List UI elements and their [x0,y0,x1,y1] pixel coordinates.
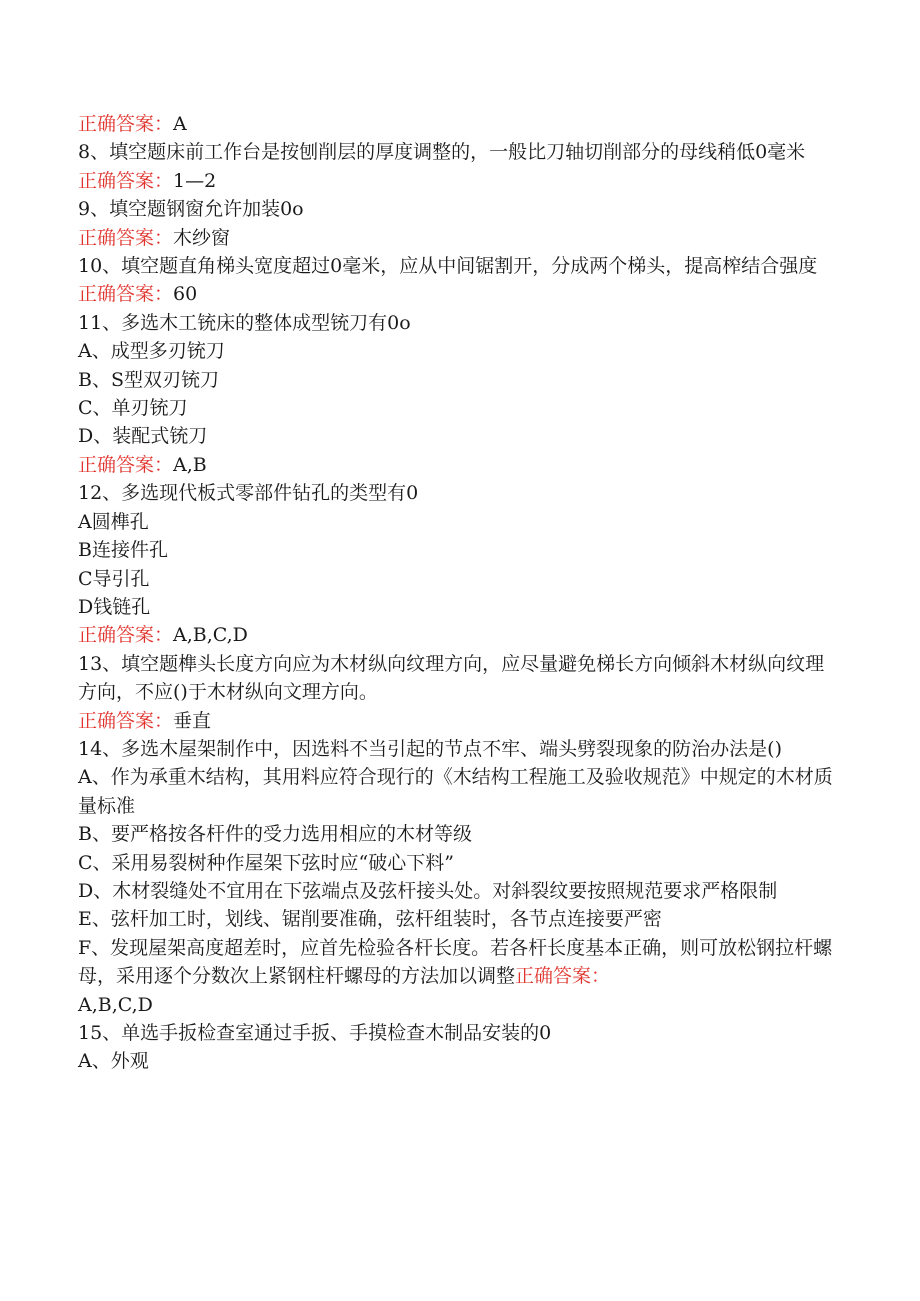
option-14-f-with-answer [78,934,838,991]
answer-label: 正确答案： [78,453,174,476]
option-14-e: E、弦杆加工时，划线、锯削要准确，弦杆组装时，各节点连接要严密 [78,908,662,931]
answer-value: A,B [173,453,207,476]
question-11: 11、多选木工铳床的整体成型铳刀有0o [78,311,411,334]
answer-value: 1—2 [173,169,217,192]
answer-label: 正确答案： [515,965,611,988]
answer-line-8 [78,167,838,195]
answer-line-7 [78,110,838,138]
option-15-a: A、外观 [78,1050,149,1073]
option-12-c: C导引孔 [78,567,150,590]
question-14: 14、多选木屋架制作中，因选料不当引起的节点不牢、端头劈裂现象的防治办法是() [78,737,783,760]
option-14-f: F、发现屋架高度超差时，应首先检验各杆长度。若各杆长度基本正确，则可放松钢拉杆螺母，采用逐个分数次上紧钢柱杆螺母的方法加以调整 [78,936,833,988]
answer-label: 正确答案： [78,624,174,647]
answer-value: A,B,C,D [173,624,248,647]
question-15: 15、单选手扳检查室通过手扳、手摸检查木制品安装的0 [78,1022,552,1044]
answer-line-10 [78,280,838,308]
answer-value: 垂直 [173,709,212,732]
question-10: 10、填空题直角梯头宽度超过0毫米，应从中间锯割开，分成两个梯头，提高榨结合强度 [78,255,818,278]
question-8: 8、填空题床前工作台是按刨削层的厚度调整的，一般比刀轴切削部分的母线稍低0毫米 [78,141,806,164]
option-11-d: D、装配式铳刀 [78,425,208,448]
answer-label: 正确答案： [78,113,174,135]
answer-value-14: A,B,C,D [78,993,153,1016]
option-14-b: B、要严格按各杆件的受力选用相应的木材等级 [78,823,472,846]
answer-line-12 [78,621,838,649]
question-12: 12、多选现代板式零部件钻孔的类型有0 [78,482,419,505]
option-12-a: A圆榫孔 [78,510,149,533]
answer-value: A [173,113,187,135]
question-13: 13、填空题榫头长度方向应为木材纵向纹理方向，应尽量避免梯长方向倾斜木材纵向纹理方向，不应()于木材纵向文理方向。 [78,652,825,704]
answer-label: 正确答案： [78,226,174,249]
option-11-b: B、S型双刃铳刀 [78,368,219,391]
answer-line-13 [78,707,838,735]
answer-value: 60 [173,283,198,306]
option-12-b: B连接件孔 [78,539,168,562]
option-14-c: C、采用易裂树种作屋架下弦时应“破心下料” [78,851,454,874]
option-14-d: D、木材裂缝处不宜用在下弦端点及弦杆接头处。对斜裂纹要按照规范要求严格限制 [78,879,778,902]
answer-value: 木纱窗 [173,226,231,249]
answer-line-9 [78,224,838,252]
answer-line-11 [78,451,838,479]
question-9: 9、填空题钢窗允许加装0o [78,198,304,221]
option-12-d: D钱链孔 [78,595,151,618]
option-11-c: C、单刃铳刀 [78,397,188,420]
document-page [78,110,838,1076]
answer-label: 正确答案： [78,709,174,732]
answer-label: 正确答案： [78,283,174,306]
option-14-a: A、作为承重木结构，其用料应符合现行的《木结构工程施工及验收规范》中规定的木材质量标准 [78,766,833,817]
answer-label: 正确答案： [78,169,174,192]
option-11-a: A、成型多刃铳刀 [78,340,225,363]
